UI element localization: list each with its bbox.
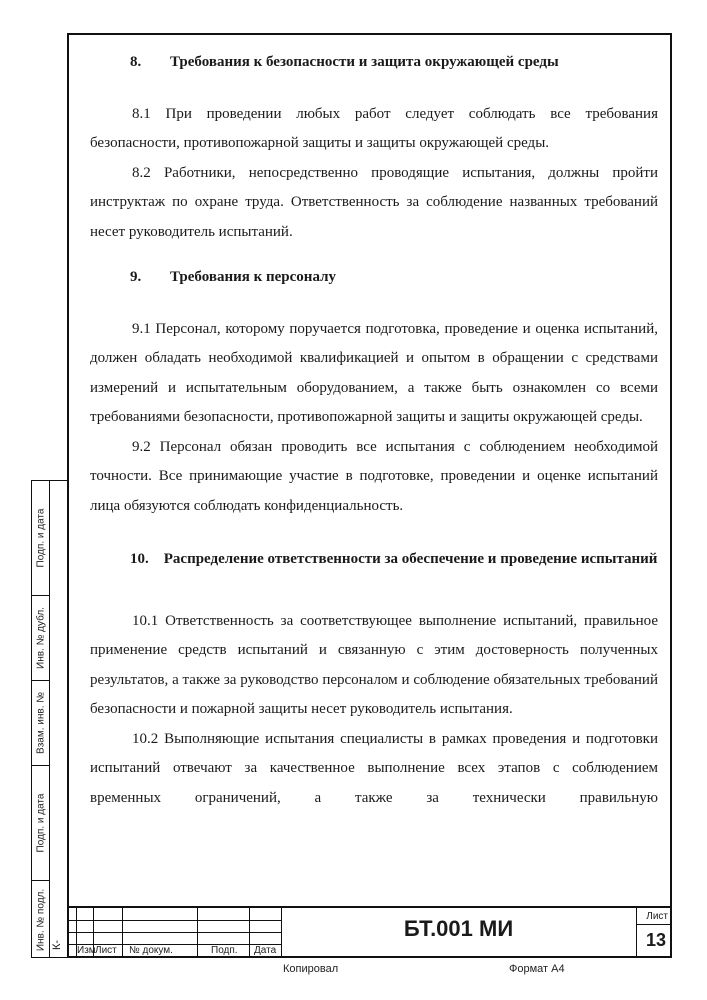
paragraph-10-2: 10.2 Выполняющие испытания специалисты в рамках проведения и подготовки испытаний отвечают за качественное выполнение всех этапов с соблюдением временных ограничений, а также за технически правильную (90, 730, 658, 806)
side-label: Взам. инв. № (35, 692, 46, 754)
section-number: 8. (130, 54, 142, 70)
divider (122, 908, 123, 958)
paragraph-10-1: 10.1 Ответственность за соответствующее выполнение испытаний, правильное применение средств испытаний и связанную с этим достоверность полученных результатов, а также за руководство персоналом и соблюдение обязательных требований безопасности и пожарной защиты несет руководитель испытания. (90, 612, 658, 717)
side-cell (32, 766, 49, 881)
side-cell (32, 881, 49, 959)
footer-format: Формат А4 (509, 963, 565, 975)
document-body (90, 48, 658, 813)
paragraph-8-2: 8.2 Работники, непосредственно проводящие испытания, должны пройти инструктаж по охране труда. Ответственность за соблюдение названных требований несет руководитель испытаний. (90, 164, 658, 240)
section-number: 10. (130, 551, 149, 567)
title-block (67, 906, 672, 958)
side-label: Подп. и дата (35, 793, 46, 853)
col-date: Дата (254, 945, 277, 956)
sheet-label: Лист (646, 911, 668, 922)
inventory-mark: К- (51, 939, 64, 951)
side-stamp (31, 480, 67, 958)
side-label: Инв. № дубл. (35, 607, 46, 669)
section-title: Требования к персоналу (170, 269, 336, 285)
divider (197, 908, 198, 958)
document-number: БТ.001 МИ (403, 916, 514, 941)
footer-copied: Копировал (283, 963, 339, 975)
side-cell (32, 681, 49, 766)
section-number: 9. (130, 269, 142, 285)
section-heading-8 (90, 48, 658, 78)
paragraph-8-1: 8.1 При проведении любых работ следует соблюдать все требования безопасности, противопожарной защиты и защиты окружающей среды. (90, 105, 658, 151)
col-signature: Подп. (211, 945, 238, 956)
side-cell (32, 596, 49, 681)
divider (636, 908, 637, 958)
side-label: Подп. и дата (35, 508, 46, 568)
sheet-number: 13 (645, 930, 666, 950)
section-heading-9 (90, 263, 658, 293)
section-heading-10 (90, 545, 658, 575)
paragraph-9-1: 9.1 Персонал, которому поручается подготовка, проведение и оценка испытаний, должен обладать необходимой квалификацией и опытом в обращении с средствами измерений и испытательным оборудованием, а также быть ознакомлен со всеми требованиями безопасности, противопожарной защиты и защиты окружающей среды. (90, 320, 658, 425)
section-title: Распределение ответственности за обеспечение и проведение испытаний (163, 551, 658, 567)
divider (249, 908, 250, 958)
side-cell (32, 481, 49, 596)
col-doc-number: № докум. (129, 945, 173, 956)
col-change: Изм (77, 945, 96, 956)
side-label-column (32, 481, 50, 957)
section-title: Требования к безопасности и защита окружающей среды (170, 54, 559, 70)
divider (636, 924, 672, 925)
paragraph-9-2: 9.2 Персонал обязан проводить все испытания с соблюдением необходимой точности. Все принимающие участие в подготовке, проведении и оценке испытаний лица обязуются соблюдать конфиденциальность. (90, 438, 658, 514)
col-sheet: Лист (95, 945, 117, 956)
side-label: Инв. № подл. (35, 888, 46, 952)
